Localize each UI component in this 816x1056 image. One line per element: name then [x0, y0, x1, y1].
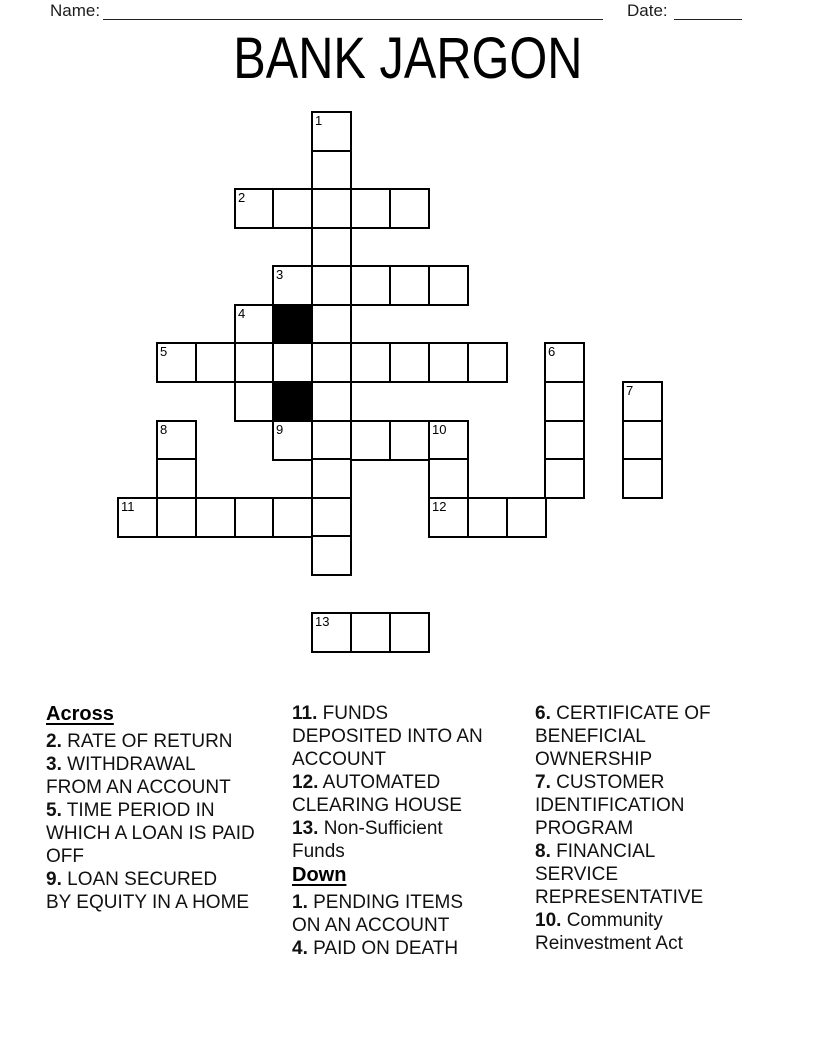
cell-number: 6	[548, 344, 556, 359]
grid-cell[interactable]	[311, 381, 352, 422]
clue-number: 4.	[292, 938, 308, 959]
cell-number: 3	[276, 267, 284, 282]
clue-line: WHICH A LOAN IS PAID	[46, 823, 255, 844]
grid-cell[interactable]	[389, 342, 430, 383]
clue-line: ACCOUNT	[292, 749, 386, 770]
clues-column-2	[292, 702, 507, 960]
cell-number: 2	[238, 190, 246, 205]
clue-line: DEPOSITED INTO AN	[292, 726, 483, 747]
cell-number: 13	[315, 614, 330, 629]
clue-number: 11.	[292, 703, 318, 724]
date-label: Date:	[627, 1, 668, 20]
clue-number: 1.	[292, 892, 308, 913]
clue-number: 10.	[535, 910, 562, 931]
cell-number: 9	[276, 422, 284, 437]
grid-cell[interactable]	[467, 497, 508, 538]
grid-cell[interactable]	[622, 420, 663, 461]
grid-cell-9[interactable]	[272, 420, 313, 461]
grid-cell[interactable]	[467, 342, 508, 383]
grid-cell[interactable]	[544, 381, 585, 422]
clue-line: 2. RATE OF RETURN	[46, 731, 233, 752]
grid-cell[interactable]	[622, 458, 663, 499]
grid-cell[interactable]	[506, 497, 547, 538]
clue-8	[535, 840, 745, 909]
clue-line: CLEARING HOUSE	[292, 795, 462, 816]
grid-cell[interactable]	[544, 458, 585, 499]
grid-cell-3[interactable]	[272, 265, 313, 306]
grid-cell-5[interactable]	[156, 342, 197, 383]
grid-cell-7[interactable]	[622, 381, 663, 422]
grid-cell[interactable]	[311, 342, 352, 383]
grid-cell[interactable]	[544, 420, 585, 461]
grid-cell[interactable]	[350, 420, 391, 461]
grid-cell[interactable]	[428, 342, 469, 383]
grid-cell[interactable]	[311, 188, 352, 229]
grid-cell-13[interactable]	[311, 612, 352, 653]
clue-number: 6.	[535, 703, 551, 724]
grid-cell[interactable]	[195, 342, 236, 383]
clue-4	[292, 937, 507, 960]
clue-line: OFF	[46, 846, 84, 867]
across-header: Across	[46, 703, 114, 725]
cell-number: 7	[626, 383, 634, 398]
clue-line: FROM AN ACCOUNT	[46, 777, 231, 798]
grid-cell-2[interactable]	[234, 188, 275, 229]
clue-line: 11. FUNDS	[292, 703, 389, 724]
grid-cell[interactable]	[272, 497, 313, 538]
clue-11	[292, 702, 507, 771]
clue-line: 3. WITHDRAWAL	[46, 754, 196, 775]
clue-number: 5.	[46, 800, 62, 821]
grid-cell[interactable]	[389, 420, 430, 461]
grid-cell-10[interactable]	[428, 420, 469, 461]
cell-number: 12	[432, 499, 447, 514]
clue-2	[46, 730, 288, 753]
clue-5	[46, 799, 288, 868]
grid-cell[interactable]	[311, 420, 352, 461]
clue-line: SERVICE	[535, 864, 619, 885]
grid-cell[interactable]	[311, 497, 352, 538]
clue-number: 3.	[46, 754, 62, 775]
clue-line: Funds	[292, 841, 345, 862]
clue-line: 8. FINANCIAL	[535, 841, 656, 862]
grid-cell[interactable]	[350, 265, 391, 306]
grid-cell[interactable]	[311, 458, 352, 499]
clue-number: 9.	[46, 869, 62, 890]
grid-cell[interactable]	[311, 227, 352, 268]
grid-cell[interactable]	[311, 304, 352, 345]
clue-number: 2.	[46, 731, 62, 752]
clue-13	[292, 817, 507, 863]
clue-line: 7. CUSTOMER	[535, 772, 665, 793]
clue-line: 9. LOAN SECURED	[46, 869, 218, 890]
grid-cell[interactable]	[311, 265, 352, 306]
clue-line: 10. Community	[535, 910, 663, 931]
clue-7	[535, 771, 745, 840]
grid-cell-1[interactable]	[311, 111, 352, 152]
clue-10	[535, 909, 745, 955]
cell-number: 5	[160, 344, 168, 359]
clue-line: REPRESENTATIVE	[535, 887, 704, 908]
clue-line: PROGRAM	[535, 818, 634, 839]
grid-cell[interactable]	[389, 612, 430, 653]
clue-number: 8.	[535, 841, 551, 862]
cell-number: 8	[160, 422, 168, 437]
clue-6	[535, 702, 745, 771]
grid-cell[interactable]	[234, 342, 275, 383]
grid-cell[interactable]	[156, 458, 197, 499]
black-cell	[272, 381, 313, 422]
grid-cell[interactable]	[350, 188, 391, 229]
black-cell	[272, 304, 313, 345]
clues-column-1	[46, 702, 288, 914]
grid-cell[interactable]	[311, 150, 352, 191]
name-label: Name:	[50, 1, 101, 20]
down-header: Down	[292, 864, 347, 886]
grid-cell[interactable]	[428, 265, 469, 306]
clue-line: BENEFICIAL	[535, 726, 646, 747]
clue-number: 12.	[292, 772, 319, 793]
clue-line: 6. CERTIFICATE OF	[535, 703, 711, 724]
grid-cell[interactable]	[272, 188, 313, 229]
grid-cell[interactable]	[156, 497, 197, 538]
clue-line: BY EQUITY IN A HOME	[46, 892, 250, 913]
clue-line: Reinvestment Act	[535, 933, 683, 954]
grid-cell[interactable]	[272, 342, 313, 383]
grid-cell-6[interactable]	[544, 342, 585, 383]
clue-9	[46, 868, 288, 914]
name-blank-line[interactable]	[103, 0, 603, 20]
clue-1	[292, 891, 507, 937]
clues-column-3	[535, 702, 745, 955]
grid-cell-8[interactable]	[156, 420, 197, 461]
clue-12	[292, 771, 507, 817]
clue-line: OWNERSHIP	[535, 749, 653, 770]
grid-cell[interactable]	[428, 458, 469, 499]
clue-line: 5. TIME PERIOD IN	[46, 800, 215, 821]
grid-cell[interactable]	[389, 265, 430, 306]
grid-cell-11[interactable]	[117, 497, 158, 538]
clue-number: 13.	[292, 818, 319, 839]
grid-cell[interactable]	[234, 497, 275, 538]
clue-number: 7.	[535, 772, 551, 793]
grid-cell[interactable]	[389, 188, 430, 229]
grid-cell-12[interactable]	[428, 497, 469, 538]
puzzle-title: BANK JARGON	[233, 26, 583, 91]
cell-number: 10	[432, 422, 447, 437]
cell-number: 11	[121, 499, 135, 514]
clue-3	[46, 753, 288, 799]
clue-line: 4. PAID ON DEATH	[292, 938, 459, 959]
clue-line: ON AN ACCOUNT	[292, 915, 450, 936]
grid-cell[interactable]	[350, 612, 391, 653]
grid-cell[interactable]	[234, 381, 275, 422]
clue-line: 12. AUTOMATED	[292, 772, 441, 793]
cell-number: 1	[315, 113, 323, 128]
clue-line: 13. Non-Sufficient	[292, 818, 443, 839]
grid-cell-4[interactable]	[234, 304, 275, 345]
clue-line: 1. PENDING ITEMS	[292, 892, 464, 913]
clue-line: IDENTIFICATION	[535, 795, 685, 816]
grid-cell[interactable]	[195, 497, 236, 538]
cell-number: 4	[238, 306, 246, 321]
grid-cell[interactable]	[350, 342, 391, 383]
grid-cell[interactable]	[311, 535, 352, 576]
date-blank-line[interactable]	[674, 0, 742, 20]
